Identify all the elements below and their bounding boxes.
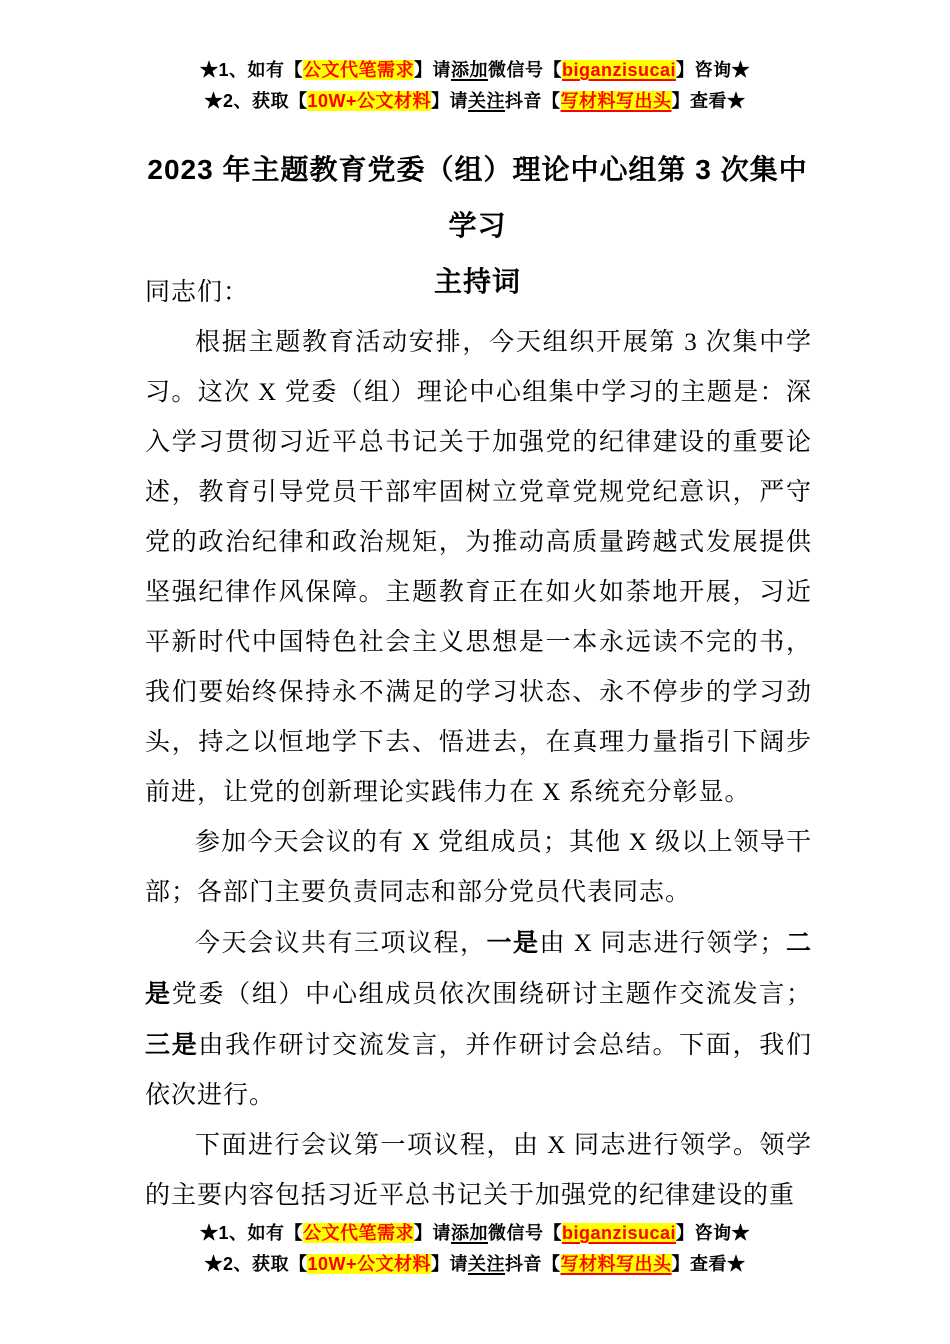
banner-line bbox=[0, 1218, 950, 1249]
document-body bbox=[145, 268, 812, 1221]
banner-text: 添加 bbox=[450, 60, 488, 80]
emphasis-text: 二是 bbox=[145, 929, 812, 1008]
title-line: 主持词 bbox=[433, 266, 521, 297]
banner-text: 关注 bbox=[468, 1254, 506, 1274]
highlighted-text: biganzisucai bbox=[561, 60, 677, 80]
body-text: 根据主题教育活动安排，今天组织开展第 3 次集中学习。这次 X 党委（组）理论中心组集中学习的主题是：深入学习贯彻习近平总书记关于加强党的纪律建设的重要论述，教育引导党员干部牢固树立党章党规党纪意识，严守党的政治纪律和政治规矩，为推动高质量跨越式发展提供坚强纪律作风保障。主题教育正在如火如荼地开展，习近平新时代中国特色社会主义思想是一本永远读不完的书，我们要始终保持永不满足的学习状态、永不停步的学习劲头，持之以恒地学下去、悟进去，在真理力量指引下阔步前进，让党的创新理论实践伟力在 X 系统充分彰显。 bbox=[145, 329, 812, 806]
banner-text: ★1、如有【 bbox=[199, 60, 303, 80]
banner-text: 微信号【 bbox=[487, 1223, 562, 1243]
highlighted-text: 10W+公文材料 bbox=[307, 91, 432, 111]
title-line: 2023 年主题教育党委（组）理论中心组第 3 次集中学习 bbox=[147, 154, 808, 241]
banner-text: 抖音【 bbox=[505, 91, 561, 111]
highlighted-text: 10W+公文材料 bbox=[307, 1254, 432, 1274]
body-text: 党委（组）中心组成员依次围绕研讨主题作交流发言； bbox=[171, 981, 812, 1008]
banner-text: 】请 bbox=[413, 60, 451, 80]
banner-text: 】请 bbox=[431, 91, 469, 111]
banner-text: 】查看★ bbox=[671, 91, 746, 111]
banner-text: 抖音【 bbox=[505, 1254, 561, 1274]
body-text: 下面进行会议第一项议程，由 X 同志进行领学。领学的主要内容包括习近平总书记关于加强党的纪律建设的重 bbox=[145, 1132, 812, 1209]
emphasis-text: 三是 bbox=[145, 1031, 199, 1059]
body-text: 由我作研讨交流发言，并作研讨会总结。下面，我们依次进行。 bbox=[145, 1032, 812, 1109]
body-text: 由 X 同志进行领学； bbox=[539, 930, 786, 957]
banner-line bbox=[0, 86, 950, 117]
paragraph bbox=[145, 268, 812, 318]
paragraph bbox=[145, 918, 812, 1121]
banner-line bbox=[0, 1249, 950, 1280]
banner-line bbox=[0, 55, 950, 86]
banner-text: 】咨询★ bbox=[676, 60, 751, 80]
highlighted-text: biganzisucai bbox=[561, 1223, 677, 1243]
banner-text: 微信号【 bbox=[487, 60, 562, 80]
footer-banner bbox=[0, 1218, 950, 1280]
emphasis-text: 一是 bbox=[486, 929, 540, 957]
banner-text: 关注 bbox=[468, 91, 506, 111]
paragraph bbox=[145, 1121, 812, 1221]
banner-text: ★1、如有【 bbox=[199, 1223, 303, 1243]
body-text: 今天会议共有三项议程， bbox=[195, 930, 487, 957]
highlighted-text: 公文代笔需求 bbox=[302, 60, 414, 80]
body-text: 同志们： bbox=[145, 279, 250, 306]
banner-text: ★2、获取【 bbox=[204, 91, 308, 111]
body-text: 参加今天会议的有 X 党组成员；其他 X 级以上领导干部；各部门主要负责同志和部分党员代表同志。 bbox=[145, 829, 812, 906]
banner-text: 】查看★ bbox=[671, 1254, 746, 1274]
banner-text: ★2、获取【 bbox=[204, 1254, 308, 1274]
highlighted-text: 公文代笔需求 bbox=[302, 1223, 414, 1243]
banner-text: 添加 bbox=[450, 1223, 488, 1243]
paragraph bbox=[145, 318, 812, 818]
banner-text: 】咨询★ bbox=[676, 1223, 751, 1243]
highlighted-text: 写材料写出头 bbox=[560, 1254, 672, 1274]
banner-text: 】请 bbox=[431, 1254, 469, 1274]
highlighted-text: 写材料写出头 bbox=[560, 91, 672, 111]
paragraph bbox=[145, 818, 812, 918]
banner-text: 】请 bbox=[413, 1223, 451, 1243]
header-banner bbox=[0, 55, 950, 117]
